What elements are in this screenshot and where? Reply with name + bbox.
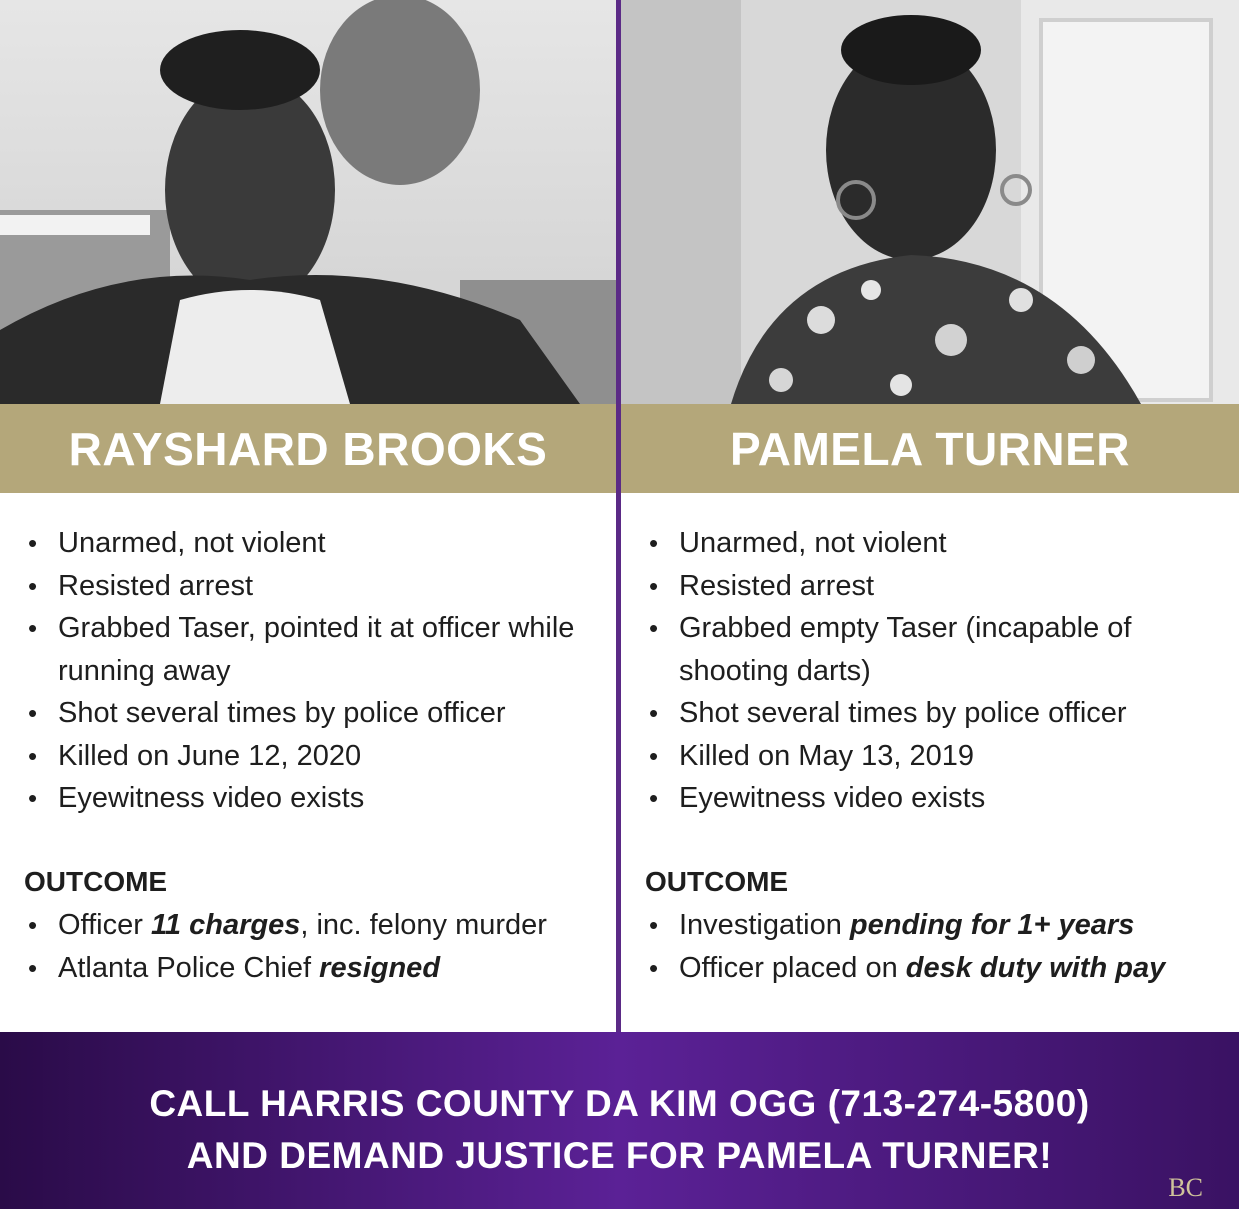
list-item: • Eyewitness video exists [24, 777, 606, 820]
outcome-list-left [24, 904, 610, 989]
name-heading-right: PAMELA TURNER [729, 422, 1131, 475]
facts-list-left [24, 522, 606, 820]
outcome-list-right [645, 904, 1233, 989]
name-heading-left: RAYSHARD BROOKS [68, 422, 548, 475]
outcome-heading-right: OUTCOME [645, 866, 789, 897]
right-column [621, 0, 1239, 1032]
cta-line-2: AND DEMAND JUSTICE FOR PAMELA TURNER! [186, 1135, 1053, 1176]
bullet-icon: • [28, 740, 38, 771]
bullet-icon: • [649, 783, 659, 813]
bullet-icon: • [649, 528, 659, 558]
left-column [0, 0, 616, 1032]
list-item: • Officer 11 charges, inc. felony murder [24, 904, 610, 947]
list-item: • Grabbed empty Taser (incapable of shooting darts) [645, 607, 1229, 692]
bullet-icon: • [28, 910, 38, 940]
bullet-icon: • [649, 952, 659, 983]
bullet-icon: • [28, 698, 38, 728]
call-to-action-banner [0, 1032, 1239, 1209]
bullet-icon: • [649, 910, 659, 940]
name-banner-left [0, 404, 616, 493]
list-item: • Killed on June 12, 2020 [24, 735, 606, 778]
bullet-icon: • [649, 740, 659, 771]
pamela-turner-photo [621, 0, 1239, 404]
portrait-placeholder-right [621, 0, 1239, 404]
bullet-icon: • [28, 570, 38, 601]
list-item: • Shot several times by police officer [24, 692, 606, 735]
facts-list-right [645, 522, 1229, 820]
list-item: • Officer placed on desk duty with pay [645, 947, 1233, 990]
bullet-icon: • [28, 528, 38, 558]
name-banner-right [621, 404, 1239, 493]
bc-logo-icon: BC [1168, 1173, 1203, 1202]
list-item: • Grabbed Taser, pointed it at officer while running away [24, 607, 606, 692]
rayshard-brooks-photo [0, 0, 616, 404]
list-item: • Unarmed, not violent [24, 522, 606, 565]
list-item: • Eyewitness video exists [645, 777, 1229, 820]
list-item: • Unarmed, not violent [645, 522, 1229, 565]
outcome-heading-left: OUTCOME [24, 866, 168, 897]
list-item: • Killed on May 13, 2019 [645, 735, 1229, 778]
cta-line-1: CALL HARRIS COUNTY DA KIM OGG (713-274-5800) [149, 1083, 1090, 1124]
bullet-icon: • [649, 613, 659, 643]
list-item: • Investigation pending for 1+ years [645, 904, 1233, 947]
bullet-icon: • [28, 613, 38, 643]
list-item: • Atlanta Police Chief resigned [24, 947, 610, 990]
list-item: • Shot several times by police officer [645, 692, 1229, 735]
list-item: • Resisted arrest [645, 565, 1229, 608]
bullet-icon: • [28, 783, 38, 813]
bullet-icon: • [28, 952, 38, 983]
bullet-icon: • [649, 570, 659, 601]
list-item: • Resisted arrest [24, 565, 606, 608]
bullet-icon: • [649, 698, 659, 728]
portrait-placeholder-left [0, 0, 616, 404]
